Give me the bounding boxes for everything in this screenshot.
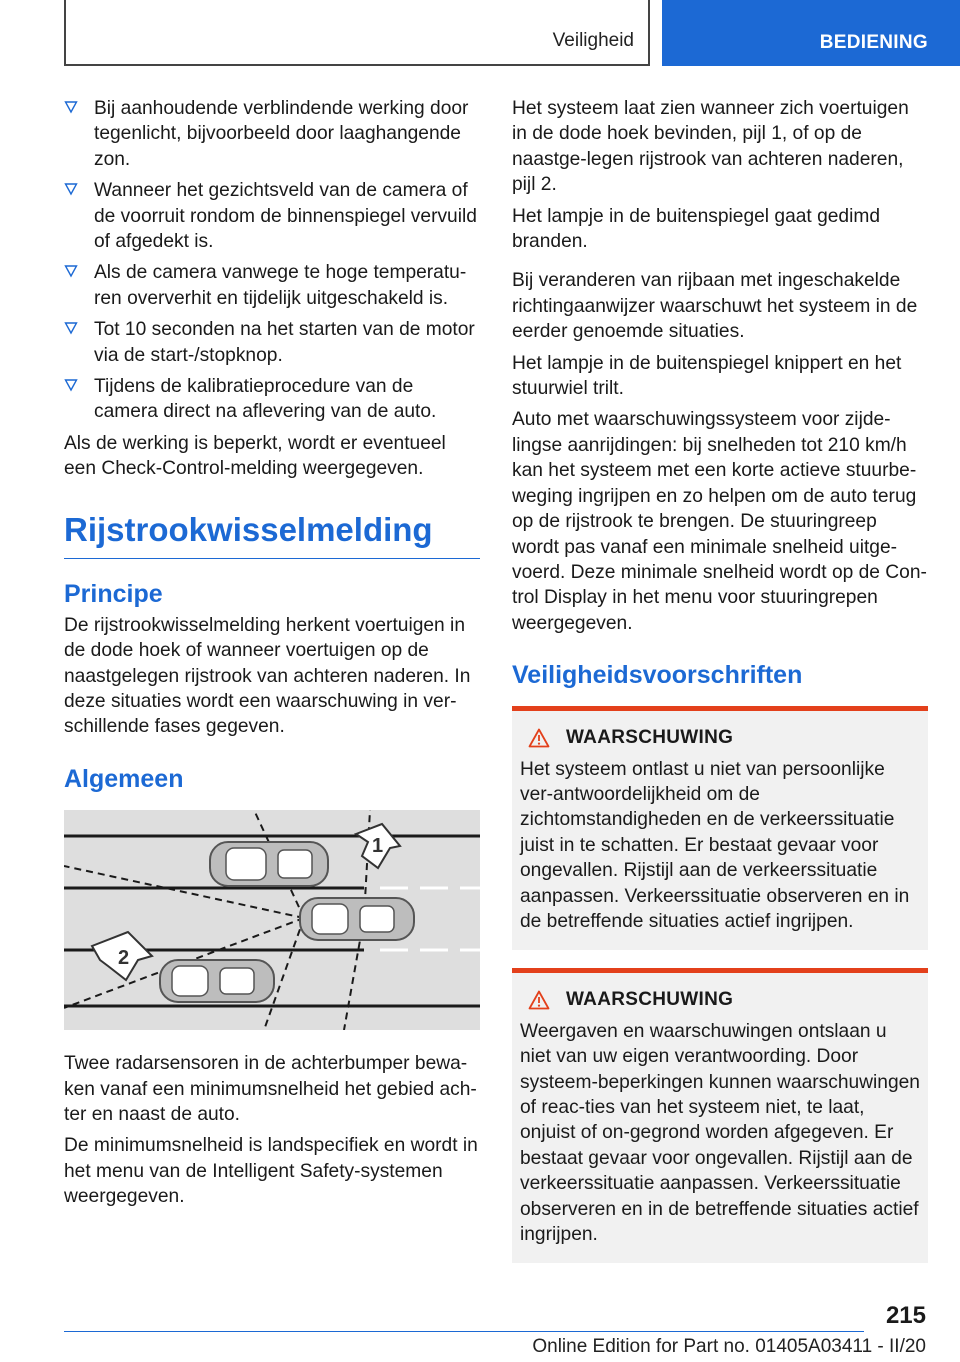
list-item-text: Tot 10 seconden na het starten van de motor via de start-/stopknop. [94,319,475,366]
mirror-flash-text: Het lampje in de buitenspiegel knippert en het stuurwiel trilt. [512,352,902,400]
footer-divider [64,1331,864,1332]
header-section-title: Veiligheid [552,30,634,51]
blind-spot-illustration [64,810,480,1030]
triangle-bullet-icon [64,264,78,278]
list-item [64,96,480,172]
list-item-text: Tijdens de kalibratieprocedure van de camera direct na aflevering van de auto. [94,376,437,423]
warning-header [520,725,920,750]
warning-title: WAARSCHUWING [566,989,734,1011]
list-item [64,317,480,368]
list-item-text: Wanneer het gezichtsveld van de camera of de voorruit rondom de binnenspiegel vervuild of afgedekt is. [94,180,477,253]
triangle-bullet-icon [64,378,78,392]
header-chapter-tab [662,0,960,66]
mirror-dimmed-text: Het lampje in de buitenspiegel gaat gedimd branden. [512,205,881,253]
header-section-box [64,0,650,66]
radar-text: Twee radarsensoren in de achterbumper bewa-ken vanaf een minimumsnelheid het gebied ach-ter en naast de auto. [64,1053,477,1125]
warning-header [520,987,920,1012]
right-column [512,96,928,1281]
car-bottom-icon [160,960,274,1002]
own-car-icon [300,898,414,940]
algemeen-heading: Algemeen [64,764,184,793]
page-number: 215 [885,1302,926,1329]
side-collision-text: Auto met waarschuwingssysteem voor zijde-lingse aanrijdingen: bij snelheden tot 210 km/h kan het systeem met een korte actieve stuurbe-weging ingrijpen en zo helpen om de auto terug op de rijstrook te brengen. De stuuringreep wordt pas vanaf een minimale snelheid uitge-voerd. Deze minimale snelheid wordt op de Con-trol Display in het menu voor stuuringrepen weergegeven. [512,409,927,634]
warning-box [512,968,928,1263]
list-item-text: Bij aanhoudende verblindende werking door tegenlicht, bijvoorbeeld door laaghangende zon. [94,98,469,170]
list-item [64,374,480,425]
display-text: Het systeem laat zien wanneer zich voertuigen in de dode hoek bevinden, pijl 1, of op de naastge-legen rijstrook van achteren naderen, pijl 2. [512,98,909,196]
arrow-2-label: 2 [118,946,130,969]
triangle-bullet-icon [64,182,78,196]
lane-change-text: Bij veranderen van rijbaan met ingeschakelde richtingaanwijzer waarschuwt het systeem in de eerder genoemde situaties. [512,270,918,343]
car-top-icon [210,842,328,886]
warning-title: WAARSCHUWING [566,727,734,749]
min-speed-text: De minimumsnelheid is landspecifiek en wordt in het menu van de Intelligent Safety-systemen weergegeven. [64,1135,478,1208]
section-heading: Rijstrookwisselmelding [64,510,480,559]
left-column [64,96,480,1216]
triangle-bullet-icon [64,321,78,335]
arrow-1-label: 1 [372,834,384,857]
header-chapter-label: BEDIENING [819,32,928,53]
principe-text: De rijstrookwisselmelding herkent voertuigen in de dode hoek of wanneer voertuigen op de naastgelegen rijstrook van achteren naderen. In deze situaties wordt een waarschuwing in ver-schillende fases gegeven. [64,614,471,738]
warning-text: Het systeem ontlast u niet van persoonlijke ver-antwoordelijkheid om de zichtomstandigheden en de verkeerssituatie juist in te schatten. Er bestaat gevaar voor ongevallen. Rijstijl aan de verkeerssituatie aanpassen. Verkeerssituatie observeren en in de betreffende situaties actief ingrijpen. [520,758,910,932]
principe-heading: Principe [64,579,163,608]
limitation-note: Als de werking is beperkt, wordt er eventueel een Check-Control-melding weergegeven. [64,432,446,480]
footer-edition: Online Edition for Part no. 01405A03411 - II/20 [532,1336,926,1357]
list-item [64,178,480,254]
warning-box [512,706,928,950]
warning-triangle-icon [528,990,550,1010]
list-item [64,260,480,311]
warning-text: Weergaven en waarschuwingen ontslaan u niet van uw eigen verantwoording. Door systeem-beperkingen kunnen waarschuwingen of reac-ties van het systeem niet, te laat, onjuist of on-gegrond worden afgegeven. Er bestaat gevaar voor ongevallen. Rijstijl aan de verkeerssituatie aanpassen. Verkeerssituatie observeren en in de betreffende situaties actief ingrijpen. [520,1020,920,1246]
triangle-bullet-icon [64,100,78,114]
safety-heading: Veiligheidsvoorschriften [512,661,803,690]
list-item-text: Als de camera vanwege te hoge temperatu-ren oververhit en tijdelijk uitgeschakeld is. [94,262,467,309]
warning-triangle-icon [528,728,550,748]
